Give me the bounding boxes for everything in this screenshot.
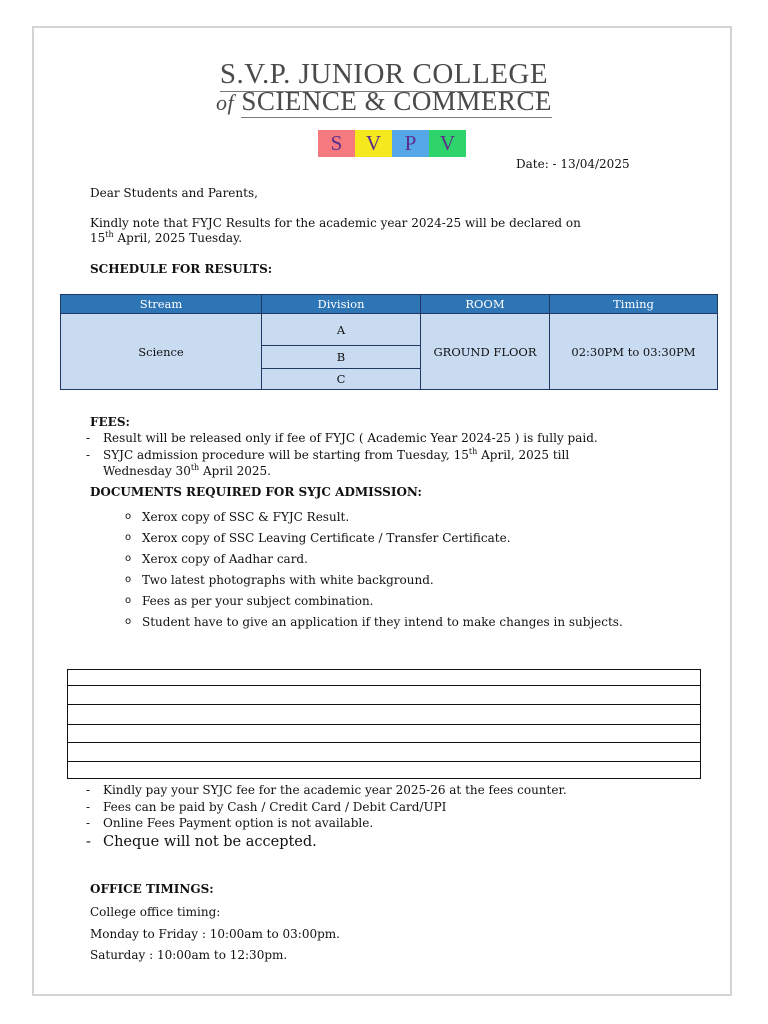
header-division: Division (262, 295, 421, 314)
cell-timing: 02:30PM to 03:30PM (550, 314, 718, 390)
office-heading: OFFICE TIMINGS: (90, 882, 214, 896)
cell-stream: Science (61, 314, 262, 390)
results-schedule-table (60, 294, 718, 390)
bullet-circle-icon: o (125, 595, 132, 606)
college-logo-line2: of SCIENCE & COMMERCE (216, 86, 552, 116)
list-item: - SYJC admission procedure will be starting from Tuesday, 15th April, 2025 till Wednesday 30th April 2025. (86, 446, 570, 478)
table-header-row (61, 295, 718, 314)
documents-list (125, 506, 623, 632)
list-item: o Xerox copy of SSC Leaving Certificate / Transfer Certificate. (125, 530, 511, 545)
header-stream: Stream (61, 295, 262, 314)
cell-room: GROUND FLOOR (421, 314, 550, 390)
svpv-letter: P (392, 130, 429, 157)
office-weekday-timing: Monday to Friday : 10:00am to 03:00pm. (90, 927, 340, 941)
office-saturday-timing: Saturday : 10:00am to 12:30pm. (90, 948, 288, 962)
logo-of: of (216, 90, 235, 115)
svpv-letter: S (318, 130, 355, 157)
bullet-circle-icon: o (125, 532, 132, 543)
documents-heading: DOCUMENTS REQUIRED FOR SYJC ADMISSION: (90, 485, 422, 499)
office-label: College office timing: (90, 905, 221, 919)
notice-date: Date: - 13/04/2025 (516, 157, 630, 171)
list-item: - Result will be released only if fee of FYJC ( Academic Year 2024-25 ) is fully paid. (86, 431, 598, 445)
list-item: o Student have to give an application if they intend to make changes in subjects. (125, 614, 623, 629)
svpv-badge (318, 130, 466, 157)
blank-table (67, 669, 701, 779)
list-item: o Fees as per your subject combination. (125, 593, 374, 608)
schedule-heading: SCHEDULE FOR RESULTS: (90, 262, 273, 276)
bullet-circle-icon: o (125, 574, 132, 585)
cell-division: B (262, 346, 421, 369)
svpv-letter: V (429, 130, 466, 157)
header-timing: Timing (550, 295, 718, 314)
list-item: - Fees can be paid by Cash / Credit Card / Debit Card/UPI (86, 799, 447, 814)
list-item: o Two latest photographs with white background. (125, 572, 434, 587)
bullet-circle-icon: o (125, 553, 132, 564)
header-room: ROOM (421, 295, 550, 314)
cell-division: C (262, 369, 421, 390)
list-item: - Kindly pay your SYJC fee for the academic year 2025-26 at the fees counter. (86, 783, 567, 797)
cell-division: A (262, 314, 421, 346)
fees-heading: FEES: (90, 415, 130, 429)
bullet-circle-icon: o (125, 511, 132, 522)
list-item: - Cheque will not be accepted. (86, 833, 317, 850)
payment-list (86, 782, 567, 852)
fees-list (86, 430, 598, 480)
list-item: o Xerox copy of Aadhar card. (125, 551, 308, 566)
greeting: Dear Students and Parents, (90, 186, 258, 200)
list-item: o Xerox copy of SSC & FYJC Result. (125, 509, 350, 524)
intro-paragraph: Kindly note that FYJC Results for the academic year 2024-25 will be declared on 15th April, 2025 Tuesday. (90, 216, 581, 245)
list-item: - Online Fees Payment option is not available. (86, 816, 374, 830)
table-row (61, 314, 718, 346)
svpv-letter: V (355, 130, 392, 157)
bullet-circle-icon: o (125, 616, 132, 627)
college-logo-line1: S.V.P. JUNIOR COLLEGE (219, 58, 549, 90)
